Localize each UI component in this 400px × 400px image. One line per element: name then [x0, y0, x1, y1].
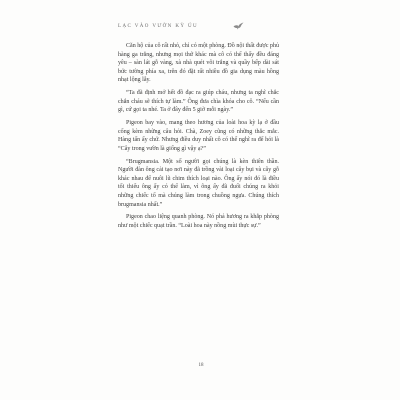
paragraph-4: “Brugmansia. Một số người gọi chúng là kèn thiên thần. Người đàn ông cải tạo nơi này đã trồng vài loại cây bụi và cây gỗ khác nhau để nuôi lũ chim thích loại nào. Ông ấy nói đó là điều tối thiểu ông ấy có thể làm, vì ông ấy đã đuổi chúng ra khỏi những chiếc tổ mà chúng làm trong chuồng ngựa. Chúng thích brugmansia nhất.”	[118, 158, 279, 208]
body-text	[118, 42, 279, 235]
running-head-title: LẠC VÀO VƯỜN KỲ ÚU	[118, 24, 199, 29]
paragraph-1: Căn hộ của cô rất nhỏ, chỉ có một phòng. Đồ nội thất được phủ hàng ga trắng, nhưng mọi thứ khác mà cô có thể thấy đều đáng yêu – sàn lát gỗ vàng, xà nhà quét vôi trắng và quầy bếp dài sát bức tường phía xa, trên đó đặt rất nhiều đồ gia dụng màu hồng nhạt lộng lẫy.	[118, 43, 279, 84]
paragraph-3: Pigeon bay vào, mang theo hương của loài hoa kỳ lạ ở đầu cổng kèm những câu hỏi. Chà, Zoey cũng có những thắc mắc. Hàng tấn ấy chứ. Nhưng điều duy nhất cô có thể nghĩ ra để hỏi là “Cây trong vườn là giống gì vậy ạ?”	[118, 120, 279, 152]
paragraph-2: “Ta đã định mở hết đồ đạc ra giúp cháu, nhưng ta nghĩ chắc chắn cháu sẽ thích tự làm.” Ông đưa chìa khóa cho cô. “Nếu cần gì, cứ gọi ta nhé. Ta ở đây đến 5 giờ mỗi ngày.”	[118, 90, 279, 114]
paragraph-5: Pigeon chao liệng quanh phòng. Nó phả hương ra khắp phòng như một chiếc quạt trần. “Loài hoa này nồng mùi thực sự.”	[118, 214, 279, 230]
page-number: 18	[198, 363, 204, 368]
bird-icon	[233, 22, 244, 30]
